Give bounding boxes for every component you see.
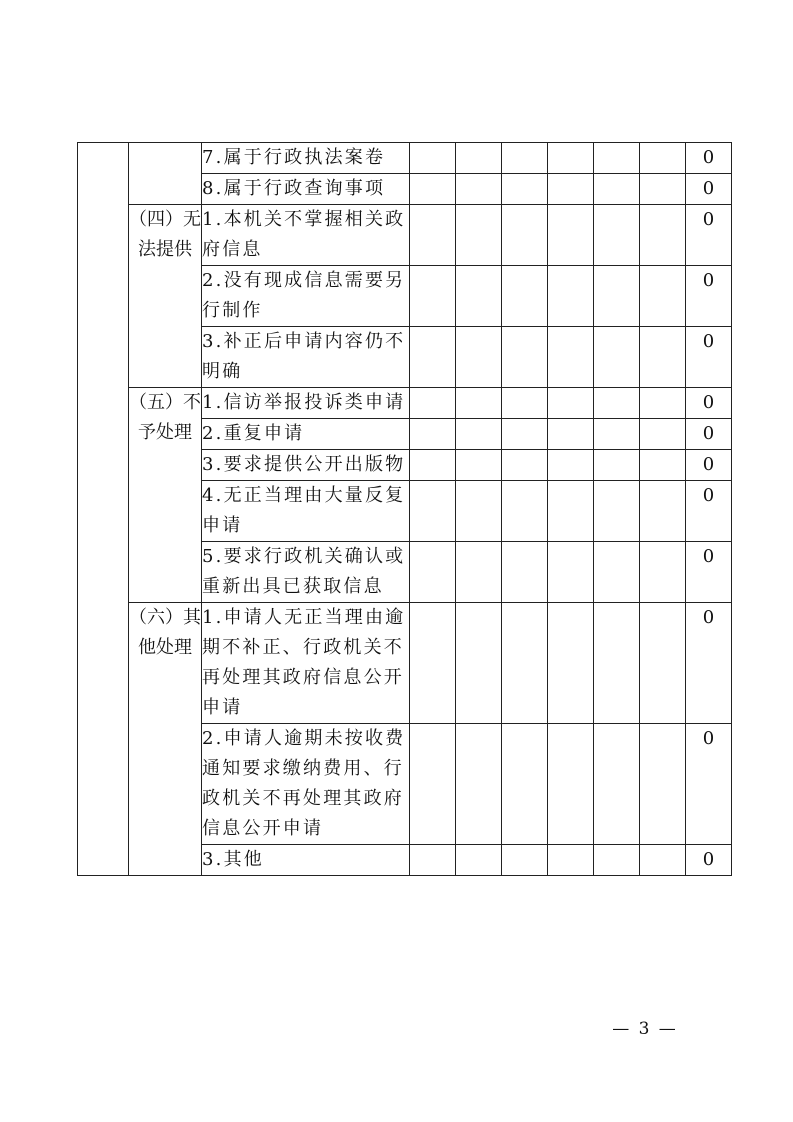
- value-cell: [502, 266, 548, 327]
- total-cell: 0: [686, 266, 732, 327]
- value-cell: [548, 205, 594, 266]
- value-cell: [548, 419, 594, 450]
- value-cell: [548, 174, 594, 205]
- total-cell: 0: [686, 143, 732, 174]
- item-cell: 2.没有现成信息需要另行制作: [202, 266, 410, 327]
- value-cell: [594, 481, 640, 542]
- value-cell: [640, 388, 686, 419]
- total-cell: 0: [686, 419, 732, 450]
- category-cell: （五）不予处理: [129, 388, 202, 603]
- value-cell: [640, 143, 686, 174]
- disposition-table: [77, 142, 732, 876]
- value-cell: [548, 143, 594, 174]
- value-cell: [640, 327, 686, 388]
- value-cell: [502, 419, 548, 450]
- value-cell: [410, 388, 456, 419]
- value-cell: [456, 143, 502, 174]
- value-cell: [548, 724, 594, 845]
- value-cell: [640, 542, 686, 603]
- value-cell: [502, 327, 548, 388]
- category-cell: （四）无法提供: [129, 205, 202, 388]
- value-cell: [502, 205, 548, 266]
- category-cell: [129, 143, 202, 205]
- total-cell: 0: [686, 205, 732, 266]
- item-cell: 1.本机关不掌握相关政府信息: [202, 205, 410, 266]
- value-cell: [594, 388, 640, 419]
- value-cell: [594, 266, 640, 327]
- value-cell: [456, 481, 502, 542]
- value-cell: [410, 845, 456, 876]
- value-cell: [456, 450, 502, 481]
- value-cell: [594, 542, 640, 603]
- value-cell: [456, 388, 502, 419]
- value-cell: [640, 481, 686, 542]
- value-cell: [410, 481, 456, 542]
- value-cell: [456, 266, 502, 327]
- total-cell: 0: [686, 450, 732, 481]
- value-cell: [594, 724, 640, 845]
- value-cell: [548, 327, 594, 388]
- value-cell: [410, 450, 456, 481]
- total-cell: 0: [686, 542, 732, 603]
- item-cell: 2.重复申请: [202, 419, 410, 450]
- value-cell: [594, 174, 640, 205]
- value-cell: [640, 419, 686, 450]
- value-cell: [548, 266, 594, 327]
- item-cell: 1.申请人无正当理由逾期不补正、行政机关不再处理其政府信息公开申请: [202, 603, 410, 724]
- value-cell: [502, 724, 548, 845]
- value-cell: [502, 542, 548, 603]
- value-cell: [594, 450, 640, 481]
- item-cell: 5.要求行政机关确认或重新出具已获取信息: [202, 542, 410, 603]
- value-cell: [410, 542, 456, 603]
- total-cell: 0: [686, 388, 732, 419]
- value-cell: [456, 205, 502, 266]
- item-cell: 3.补正后申请内容仍不明确: [202, 327, 410, 388]
- value-cell: [640, 603, 686, 724]
- value-cell: [502, 388, 548, 419]
- value-cell: [410, 327, 456, 388]
- value-cell: [456, 419, 502, 450]
- item-cell: 8.属于行政查询事项: [202, 174, 410, 205]
- value-cell: [640, 724, 686, 845]
- value-cell: [410, 205, 456, 266]
- item-cell: 3.其他: [202, 845, 410, 876]
- table-body: [78, 143, 732, 876]
- value-cell: [594, 603, 640, 724]
- value-cell: [548, 542, 594, 603]
- value-cell: [548, 388, 594, 419]
- value-cell: [548, 845, 594, 876]
- total-cell: 0: [686, 603, 732, 724]
- value-cell: [502, 174, 548, 205]
- value-cell: [456, 327, 502, 388]
- value-cell: [410, 603, 456, 724]
- value-cell: [502, 450, 548, 481]
- table-row: [78, 603, 732, 724]
- value-cell: [594, 327, 640, 388]
- item-cell: 4.无正当理由大量反复申请: [202, 481, 410, 542]
- value-cell: [410, 174, 456, 205]
- item-cell: 2.申请人逾期未按收费通知要求缴纳费用、行政机关不再处理其政府信息公开申请: [202, 724, 410, 845]
- table-row: [78, 143, 732, 174]
- page-number: — 3 —: [612, 1019, 678, 1039]
- value-cell: [502, 603, 548, 724]
- value-cell: [456, 845, 502, 876]
- table-row: [78, 388, 732, 419]
- item-cell: 7.属于行政执法案卷: [202, 143, 410, 174]
- total-cell: 0: [686, 845, 732, 876]
- value-cell: [640, 845, 686, 876]
- value-cell: [456, 174, 502, 205]
- value-cell: [640, 266, 686, 327]
- value-cell: [594, 143, 640, 174]
- category-cell: （六）其他处理: [129, 603, 202, 876]
- value-cell: [594, 845, 640, 876]
- value-cell: [502, 481, 548, 542]
- total-cell: 0: [686, 724, 732, 845]
- value-cell: [594, 205, 640, 266]
- table-row: [78, 205, 732, 266]
- total-cell: 0: [686, 174, 732, 205]
- value-cell: [502, 845, 548, 876]
- value-cell: [548, 603, 594, 724]
- value-cell: [548, 481, 594, 542]
- total-cell: 0: [686, 481, 732, 542]
- value-cell: [548, 450, 594, 481]
- value-cell: [456, 542, 502, 603]
- value-cell: [456, 724, 502, 845]
- outer-category-cell: [78, 143, 129, 876]
- value-cell: [502, 143, 548, 174]
- value-cell: [640, 174, 686, 205]
- item-cell: 1.信访举报投诉类申请: [202, 388, 410, 419]
- value-cell: [410, 266, 456, 327]
- value-cell: [640, 450, 686, 481]
- value-cell: [410, 419, 456, 450]
- total-cell: 0: [686, 327, 732, 388]
- item-cell: 3.要求提供公开出版物: [202, 450, 410, 481]
- value-cell: [456, 603, 502, 724]
- value-cell: [640, 205, 686, 266]
- value-cell: [410, 724, 456, 845]
- value-cell: [594, 419, 640, 450]
- value-cell: [410, 143, 456, 174]
